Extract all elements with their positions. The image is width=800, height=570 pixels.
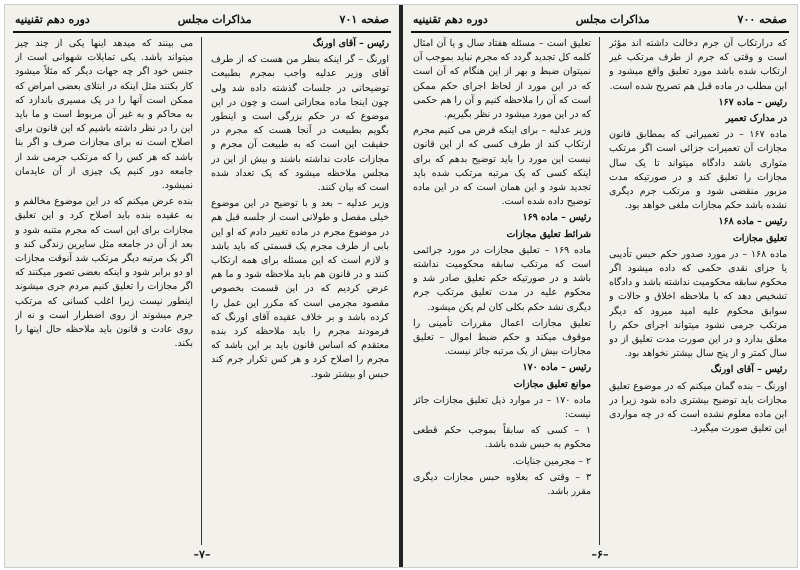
paragraph: وزیر عدلیه – برای اینکه فرض می کنیم مجرم ارتکاب کند از طرف کسی که از این قانون نیست این مورد را باید توضیح بدهم که برای اینکه کسی که یک مرتبه مرتکب شده باید تجدید شود و این همان است که در این ماده توضیح داده شده است. bbox=[413, 125, 591, 208]
header-rule bbox=[13, 31, 391, 33]
section-heading: رئیس – ماده ۱۶۷ bbox=[718, 96, 787, 108]
paragraph: تعلیق مجازات اعمال مقررات تأمینی را موقوف میکند و حکم ضبط اموال – تعلیق مجازات بیش از یک مرتبه جائز نیست. bbox=[413, 317, 591, 358]
paragraph: بنده عرض میکنم که در این موضوع مخالفم و به عقیده بنده باید اصلاح کرد و این تعلیق مجازات برای این است که مجرم متنبه شود و بعد از آن در جامعه مثل سایرین زندگی کند و اگر یک مرتبه دیگر مرتکب شد آنوقت مجازات او دو برابر شود و اینکه بعضی تصور میکنند که اگر مجازات را تعلیق کنیم مردم جری میشوند اینطور نیست زیرا اغلب کسانی که مرتکب جرم میشوند از روی اضطرار است و نه از روی عادت و قانون باید ملاحظه حال اینها را بکند. bbox=[15, 196, 193, 350]
paragraph: ۲ – مجرمین جنایات. bbox=[512, 455, 591, 467]
column-left bbox=[15, 37, 193, 545]
paragraph: اورنگ – گر اینکه بنظر من هست که از طرف آقای وزیر عدلیه واجب بمجرم بطبیعت توضیحاتی در جلسات گذشته داده شد ولی چون اینجا ماده مجازاتی است و چون در این موضوع که در حکم بزرگی است و اینطور بگویم بطبیعت در آنجا هست که مجرم در حقیقت این است که به طبیعت آن مجرم و مجازات عادت نداشته باشند و بیش از این در مجلس ملاحظه میشود که یک تعداد شده است که بیان کنند. bbox=[211, 54, 389, 194]
column-divider bbox=[201, 37, 202, 545]
column-right bbox=[211, 37, 389, 545]
paragraph: ماده ۱۶۸ – در مورد صدور حکم حبس تأدیبی یا جزای نقدی حکمی که داده میشود اگر محکوم سابقه محکومیت نداشته باشد و دادگاه تشخیص دهد که با ملاحظه اخلاق و حالات و سوابق محکوم علیه امید میرود که دیگر مرتکب جرمی نشود میتواند اجرای حکم را معلق بدارد و در این صورت مدت تعلیق از دو سال کمتر و از پنج سال بیشتر نخواهد بود. bbox=[609, 248, 787, 360]
column-divider bbox=[599, 37, 600, 545]
left-page bbox=[5, 5, 399, 567]
section-heading: رئیس – ماده ۱۷۰ bbox=[522, 362, 591, 374]
paragraph: ۱ – کسی که سابقاً بموجب حکم قطعی محکوم به حبس شده باشد. bbox=[413, 425, 591, 451]
header-title: مذاکرات مجلس bbox=[575, 12, 650, 26]
session-label: دوره دهم تقنینیه bbox=[15, 12, 90, 26]
paragraph: وزیر عدلیه – بعد و با توضیح در این موضوع خیلی مفصل و طولانی است از جلسه قبل هم در موضوع مجرم در ماده تغییر دادم که او این بابی از طرف مجرم یک قسمتی که باید باشد و لازم است که این مسئله برای همه ارتکاب کنند و در قانون هم باید ملاحظه شود و ما هم عرض کردیم که در این قسمت بخصوص مقصود مجرمی است که مکرر این عمل را کرده باشد و بر خلاف عقیده آقای اورنگ که فرمودند مجرم را باید ملاحظه کرد بنده معتقدم که اساس قانون باید بر این باشد که مجرم را اصلاح کرد و هر کس تکرار جرم کند حبس او بیشتر شود. bbox=[211, 198, 389, 380]
paragraph: که درارتکاب آن جرم دخالت داشته اند مؤثر است و وقتی که جرم از طرف مرتکب غیر ارتکاب شده باشد مورد تعلیق واقع میشود و این مطلب در ماده قبل هم تصریح شده است. bbox=[609, 38, 787, 92]
header-title: مذاکرات مجلس bbox=[177, 12, 252, 26]
page-number-label: صفحه ۷۰۱ bbox=[339, 12, 389, 26]
section-heading: رئیس – ماده ۱۶۸ bbox=[718, 216, 787, 228]
session-label: دوره دهم تقنینیه bbox=[413, 12, 488, 26]
paragraph: ماده ۱۶۷ – در تعمیراتی که بمطابق قانون مجازات آن تعمیرات جزائی است اگر مرتکب متواری باشد دادگاه میتواند تا یک سال مجازات را تعلیق کند و در صورتیکه مدت مزبور منقضی شود و مرتکب جرم دیگری نشده باشد حکم مجازات ملغی خواهد بود. bbox=[609, 129, 787, 212]
page-header bbox=[15, 11, 389, 27]
section-heading: رئیس – ماده ۱۶۹ bbox=[522, 212, 591, 224]
section-heading: شرائط تعلیق مجازات bbox=[506, 228, 591, 240]
right-page bbox=[403, 5, 797, 567]
page-footer-number: –۷– bbox=[193, 548, 211, 561]
paragraph: اورنگ – بنده گمان میکنم که در موضوع تعلیق مجازات باید توضیح بیشتری داده شود زیرا در این ماده معلوم نشده است که در چه مواردی این تعلیق صورت میگیرد. bbox=[609, 380, 787, 435]
paragraph: تعلیق است – مسئله هفتاد سال و یا آن امثال کلمه کل تجدید گردد که مجرم نباید بموجب آن نمیتوان ضبط و بهر از این هنگام که آن است که در این مورد از لحاظ اجرای حکم ممکن است که آن را ملاحظه کنیم و آن را هم حکمی که در این مورد میشود در نظر بگیریم. bbox=[413, 38, 591, 121]
section-heading: رئیس – آقای اورنگ bbox=[312, 38, 389, 49]
header-rule bbox=[411, 31, 789, 33]
column-right bbox=[609, 37, 787, 545]
book-spread bbox=[4, 4, 798, 568]
page-number-label: صفحه ۷۰۰ bbox=[737, 12, 787, 26]
column-left bbox=[413, 37, 591, 545]
paragraph: ماده ۱۶۹ – تعلیق مجازات در مورد جرائمی است که مرتکب سابقه محکومیت نداشته باشد و در صورتیکه حکم تعلیق صادر شد و محکوم علیه در مدت تعلیق مرتکب جرم دیگری نشد حکم بکلی کان لم یکن میشود. bbox=[413, 244, 591, 313]
section-heading: رئیس – آقای اورنگ bbox=[710, 364, 787, 376]
section-heading: موانع تعلیق مجازات bbox=[513, 378, 591, 390]
page-header bbox=[413, 11, 787, 27]
paragraph: ۳ – وقتی که بعلاوه حبس مجازات دیگری مقرر باشد. bbox=[413, 471, 591, 498]
paragraph: ماده ۱۷۰ – در موارد ذیل تعلیق مجازات جائز نیست: bbox=[413, 394, 591, 421]
paragraph: می بینند که میدهد اینها یکی از چند چیز میتواند باشد. یکی تمایلات شهوانی است از جنس خود اگر چه جهات دیگر که مثلاً میشود کار بکنند مثل اینکه در ابتلای بعضی امراض که ممکن است آنها را در یک مسیری باندازد که به محاکم و به غیر آن مربوط است و ما باید این را در نظر داشته باشیم که این قانون برای اصلاح است نه برای مجازات صرف و اگر بنا باشد که هر کس را که مرتکب جرمی شد از جامعه دور کنیم یک چیزی از آن عایدمان نمیشود. bbox=[15, 38, 193, 192]
page-footer-number: –۶– bbox=[591, 548, 609, 561]
section-heading: تعلیق مجازات bbox=[732, 232, 787, 244]
section-heading: در مدارک تعمیر bbox=[725, 113, 787, 125]
